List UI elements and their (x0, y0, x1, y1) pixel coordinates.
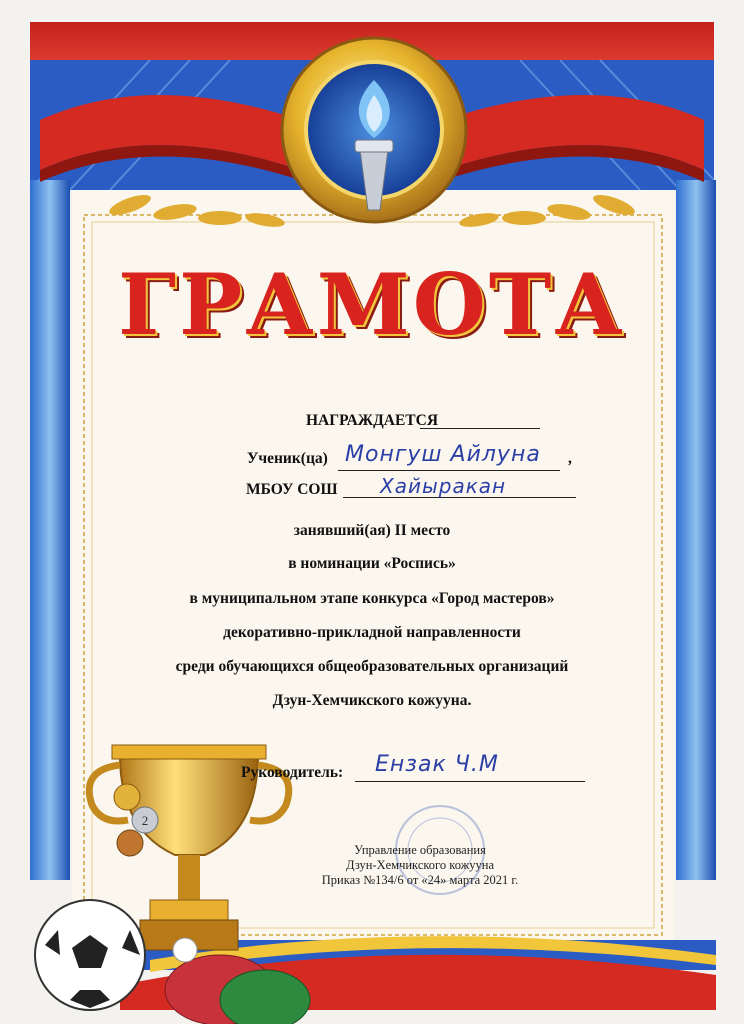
school-name-handwritten: Хайыракан (380, 474, 507, 498)
heading-underline (420, 428, 540, 429)
supervisor-label: Руководитель: (241, 764, 344, 781)
place-line: занявший(ая) II место (293, 522, 451, 539)
participants-line: среди обучающихся общеобразовательных организаций (175, 658, 569, 675)
student-fill-line (338, 470, 560, 471)
certificate-title: ГРАМОТА (118, 255, 626, 354)
contest-line: в муниципальном этапе конкурса «Город мастеров» (189, 590, 555, 607)
footer-order: Приказ №134/6 от «24» марта 2021 г. (321, 873, 519, 887)
school-label: МБОУ СОШ (246, 481, 338, 498)
awarded-heading: НАГРАЖДАЕТСЯ (305, 412, 439, 429)
supervisor-name-handwritten: Ензак Ч.М (375, 752, 499, 777)
supervisor-fill-line (355, 781, 585, 782)
nomination-line: в номинации «Роспись» (288, 555, 456, 572)
footer-district: Дзун-Хемчикского кожууна (345, 858, 495, 872)
direction-line: декоративно-прикладной направленности (223, 624, 521, 641)
student-name-handwritten: Монгуш Айлуна (345, 442, 541, 467)
soccer-ball (35, 900, 145, 1010)
svg-text:2: 2 (141, 813, 149, 828)
torch-medal (282, 38, 466, 222)
student-trailing-comma: , (568, 450, 572, 467)
student-label: Ученик(ца) (247, 450, 328, 467)
footer-organization: Управление образования (354, 843, 486, 857)
district-line: Дзун-Хемчикского кожууна. (272, 692, 472, 709)
